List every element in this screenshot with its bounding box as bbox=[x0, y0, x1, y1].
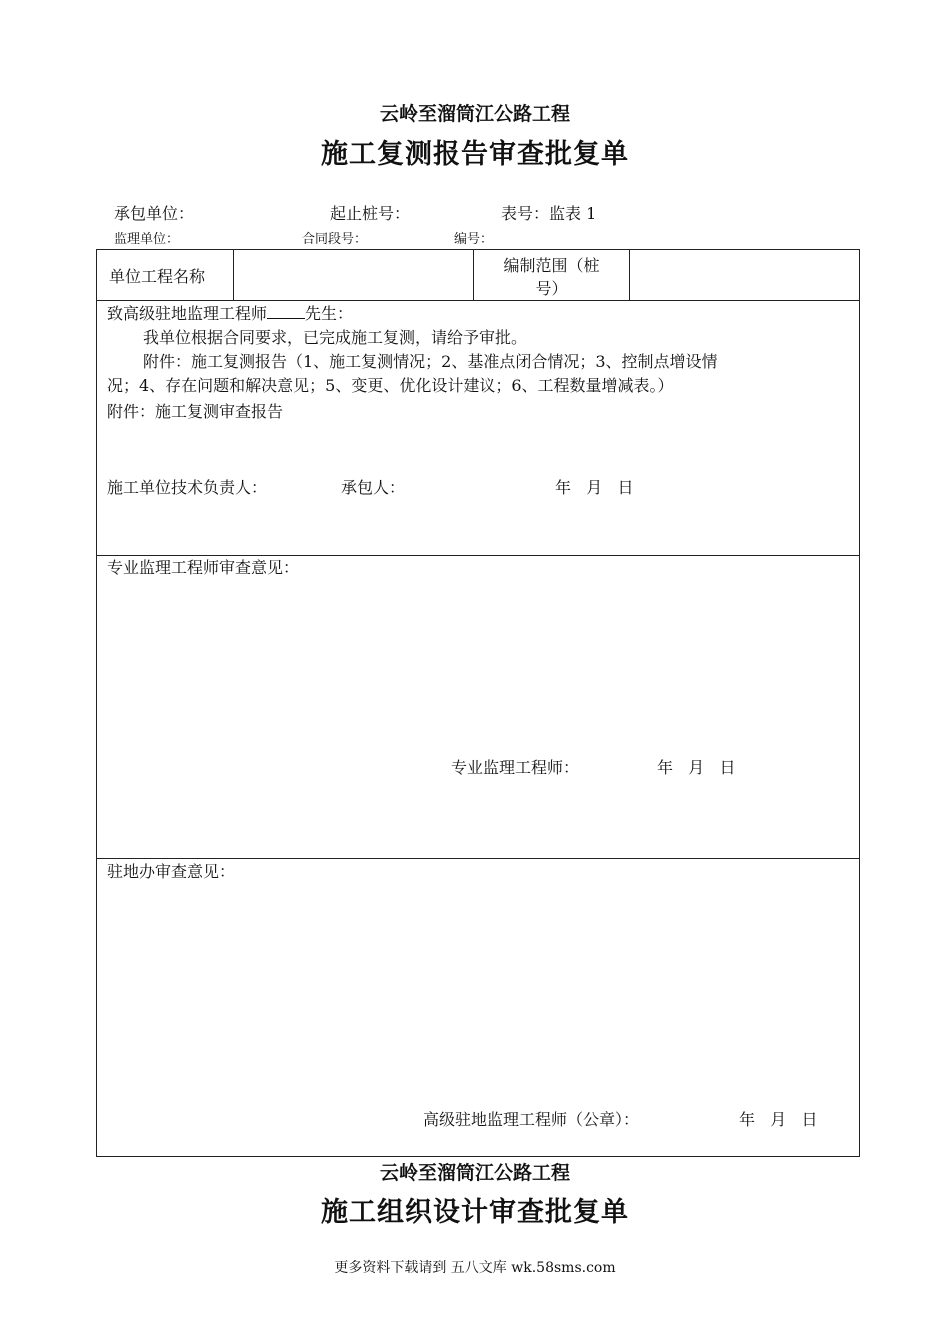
project-title: 云岭至溜筒江公路工程 bbox=[379, 103, 570, 125]
professional-engineer-signature-label: 专业监理工程师： bbox=[451, 758, 580, 777]
station-label: 起止桩号： bbox=[330, 204, 411, 223]
attachment-list-line2: 况；4、存在问题和解决意见；5、变更、优化设计建议；6、工程数量增减表。） bbox=[107, 376, 674, 395]
serial-number-label: 编号： bbox=[454, 232, 494, 247]
next-project-title: 云岭至溜筒江公路工程 bbox=[379, 1162, 570, 1184]
unit-project-name-field[interactable] bbox=[237, 264, 467, 286]
contractor-label: 承包单位： bbox=[114, 204, 195, 223]
form-title: 施工复测报告审查批复单 bbox=[321, 139, 629, 170]
compile-range-field[interactable] bbox=[633, 264, 853, 286]
supervisor-label: 监理单位： bbox=[114, 232, 180, 247]
salutation bbox=[107, 302, 353, 326]
contractor-signature-label: 承包人： bbox=[341, 478, 406, 497]
section3-date: 年 月 日 bbox=[739, 1110, 818, 1129]
next-form-title: 施工组织设计审查批复单 bbox=[321, 1197, 629, 1228]
row-divider bbox=[97, 858, 859, 859]
application-statement: 我单位根据合同要求，已完成施工复测，请给予审批。 bbox=[143, 328, 528, 347]
cell-divider bbox=[629, 250, 630, 300]
senior-engineer-seal-label: 高级驻地监理工程师（公章）： bbox=[423, 1110, 640, 1129]
cell-divider bbox=[233, 250, 234, 300]
section1-date: 年 月 日 bbox=[555, 478, 634, 497]
approval-form-table bbox=[96, 249, 860, 1157]
unit-project-name-label: 单位工程名称 bbox=[109, 267, 206, 286]
resident-office-review-title: 驻地办审查意见： bbox=[107, 862, 236, 881]
compile-range-label-line1: 编制范围（桩 bbox=[503, 256, 600, 275]
compile-range-label-line2: 号） bbox=[535, 279, 568, 298]
tech-lead-signature-label: 施工单位技术负责人： bbox=[107, 478, 268, 497]
salutation-prefix: 致高级驻地监理工程师 bbox=[107, 304, 268, 323]
professional-review-title: 专业监理工程师审查意见： bbox=[107, 558, 300, 577]
attachment-review-report: 附件：施工复测审查报告 bbox=[107, 402, 284, 421]
salutation-suffix: 先生： bbox=[305, 304, 354, 323]
section2-date: 年 月 日 bbox=[657, 758, 736, 777]
row-divider bbox=[97, 300, 859, 301]
form-number-label: 表号：监表 1 bbox=[501, 204, 597, 223]
attachment-list-line1: 附件：施工复测报告（1、施工复测情况；2、基准点闭合情况；3、控制点增设情 bbox=[143, 352, 718, 371]
download-footer: 更多资料下载请到 五八文库 wk.58sms.com bbox=[334, 1260, 616, 1276]
contract-section-label: 合同段号： bbox=[302, 232, 368, 247]
engineer-name-blank[interactable] bbox=[267, 303, 305, 319]
